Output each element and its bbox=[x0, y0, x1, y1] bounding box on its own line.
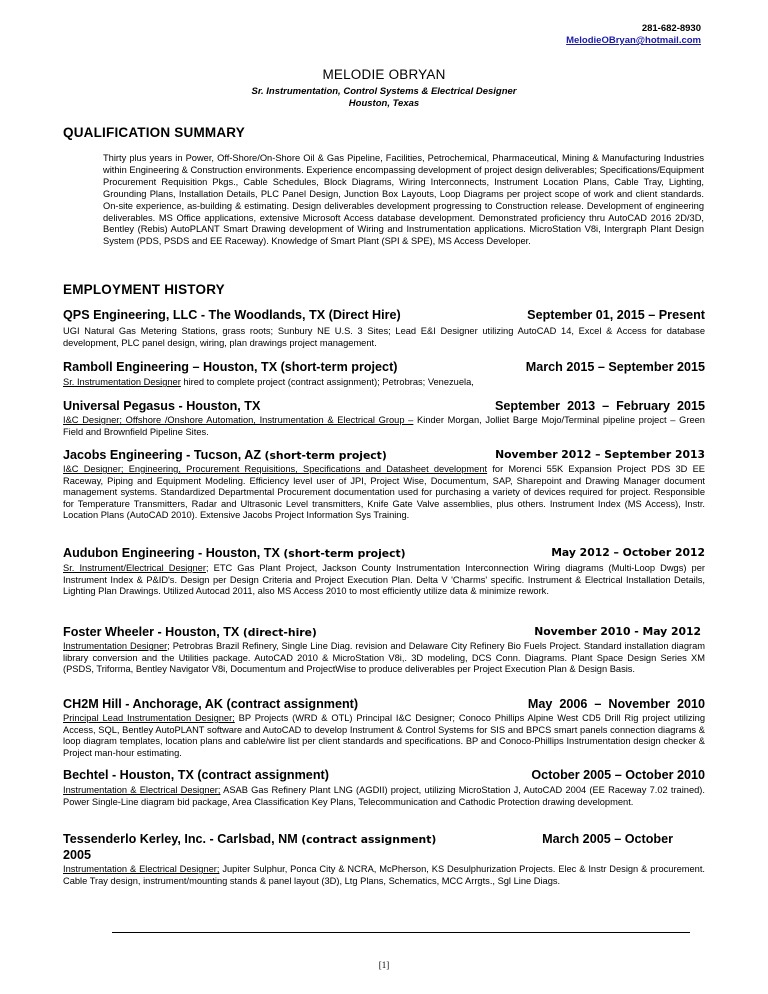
location: Houston, Texas bbox=[348, 98, 420, 109]
applicant-name: MELODIE OBRYAN bbox=[322, 67, 446, 82]
job-company-name: Tessenderlo Kerley, Inc. - Carlsbad, NM bbox=[63, 832, 298, 846]
job-company bbox=[63, 448, 387, 462]
job-company-note: (direct-hire) bbox=[242, 626, 317, 639]
job-role: Sr. Instrument/Electrical Designer bbox=[63, 563, 206, 573]
job-desc-text: for Morenci 55K Expansion Project PDS 3D EE Raceway, Piping and Equipment Modeling. Efficiency level user of JPI, Project Wise, Documentum, SAP, Sharepoint and Drawing Manager document management systems. Standardized Departmental Procurement documentation used for purchasing a variety of devices required for project. Responsible for Temperature Transmitters, Radar and Ultrasonic Level transmitters, Knife Gate Valve assemblies, plus others. Instrument Index (MS Access), Instr. Location Plans (AutoCAD 2010). Extensive Jacobs Project Information Sys Training. bbox=[63, 464, 705, 521]
job-company: Ramboll Engineering – Houston, TX (short-term project) bbox=[63, 360, 398, 374]
job-dates: September 2013 – February 2015 bbox=[494, 399, 705, 413]
job-company-note: (short-term project) bbox=[264, 449, 387, 462]
job-company-note: (short-term project) bbox=[283, 547, 406, 560]
phone-number: 281-682-8930 bbox=[641, 23, 701, 34]
job-company-name: Audubon Engineering - Houston, TX bbox=[63, 546, 280, 560]
job-role: Instrumentation & Electrical Designer; bbox=[63, 785, 221, 795]
job-company: CH2M Hill - Anchorage, AK (contract assignment) bbox=[63, 697, 359, 711]
qualification-heading: QUALIFICATION SUMMARY bbox=[63, 125, 245, 140]
job-role: Principal Lead Instrumentation Designer; bbox=[63, 713, 235, 723]
job-description-bechtel bbox=[63, 785, 705, 808]
job-title: Sr. Instrumentation, Control Systems & Electrical Designer bbox=[251, 86, 517, 97]
footer-divider bbox=[112, 932, 690, 933]
job-description-universal-pegasus bbox=[63, 415, 705, 438]
job-company: QPS Engineering, LLC - The Woodlands, TX (Direct Hire) bbox=[63, 308, 401, 322]
job-description-foster-wheeler bbox=[63, 641, 705, 676]
email-link[interactable]: MelodieOBryan@hotmail.com bbox=[566, 35, 701, 46]
job-desc-text: ASAB Gas Refinery Plant LNG (AGDII) project, utilizing MicroStation J, AutoCAD 2004 (EE Raceway 7.02 trained). Power Single-Line diagram bid package, Area Classification Key Plans, Telecommunication and Cathodic Protection drawing development. bbox=[63, 785, 705, 807]
job-dates: November 2010 - May 2012 bbox=[534, 625, 701, 638]
job-description-qps bbox=[63, 326, 705, 349]
job-header-universal-pegasus bbox=[63, 399, 705, 415]
job-desc-text: Jupiter Sulphur, Ponca City & NCRA, McPherson, KS Desulphurization Projects. Elec & Instr Design & procurement. Cable Tray design, instrument/mounting stands & panel layout (3D), Ltg Plans, Schematics, MCC Arrgts., Sgl Line Diags. bbox=[63, 864, 705, 886]
job-desc-text: BP Projects (WRD & OTL) Principal I&C Designer; Conoco Phillips Alpine West CD5 Drill Rig project utilizing Access, SQL, Bentley AutoPLANT software and AutoCAD to develop Instrument & Control Systems for SIS and BPCS smart panels connection diagrams & loop diagram templates, location plans and cable/wire list per client standards and specifications. BP and Conoco-Phillips Instrumentation design checker & Project man-hour estimating. bbox=[63, 713, 705, 758]
job-dates: November 2012 – September 2013 bbox=[495, 448, 705, 461]
job-desc-text: ; ETC Gas Plant Project, Jackson County Instrumentation Interconnection Wiring diagrams (Multi-Loop Dwgs) per Instrument Index & P&ID's. Design per Design Criteria and Project Execution Plan. Delta V 'Charms' specific. Instrument & Electrical Installation Details, Lighting Plan Drawings. Utilized Autocad 2011, also MS Access 2010 to most efficiently utilize data & minimize rework. bbox=[63, 563, 705, 597]
job-company bbox=[63, 625, 317, 639]
job-dates: May 2012 – October 2012 bbox=[551, 546, 705, 559]
job-company bbox=[63, 546, 406, 560]
job-role: Sr. Instrumentation Designer bbox=[63, 377, 181, 387]
job-role: Instrumentation & Electrical Designer; bbox=[63, 864, 220, 874]
job-header-audubon bbox=[63, 546, 705, 562]
job-role: Instrumentation Designer bbox=[63, 641, 168, 651]
job-dates: March 2005 – October bbox=[542, 832, 673, 846]
job-header-ramboll bbox=[63, 360, 705, 376]
job-description-ramboll bbox=[63, 377, 705, 389]
job-header-bechtel bbox=[63, 768, 705, 784]
job-description-ch2m-hill bbox=[63, 713, 705, 759]
job-company-name: Jacobs Engineering - Tucson, AZ bbox=[63, 448, 262, 462]
job-desc-text: UGI Natural Gas Metering Stations, grass roots; Sunbury NE U.S. 3 Sites; Lead E&I Designer utilizing AutoCAD 14, Excel & Access for database development, PLC panel design, wiring, plan drawings project management. bbox=[63, 326, 705, 348]
job-header-foster-wheeler bbox=[63, 625, 705, 641]
page-number: [1] bbox=[378, 960, 390, 970]
job-dates: September 01, 2015 – Present bbox=[527, 308, 705, 322]
job-desc-text: hired to complete project (contract assignment); Petrobras; Venezuela, bbox=[180, 377, 474, 387]
job-description-audubon bbox=[63, 563, 705, 598]
job-role: I&C Designer; Offshore /Onshore Automation, Instrumentation & Electrical Group – bbox=[63, 415, 414, 425]
job-dates-continued: 2005 bbox=[63, 848, 92, 862]
job-role: I&C Designer; Engineering, Procurement Requisitions, Specifications and Datasheet development bbox=[63, 464, 488, 474]
job-desc-text: Kinder Morgan, Jolliet Barge Mojo/Terminal pipeline project – Green Field and Brownfield Pipeline Sites. bbox=[63, 415, 705, 437]
job-dates: May 2006 – November 2010 bbox=[527, 697, 705, 711]
job-company: Bechtel - Houston, TX (contract assignment) bbox=[63, 768, 329, 782]
job-company-note: (contract assignment) bbox=[301, 833, 437, 846]
job-description-tessenderlo bbox=[63, 864, 705, 887]
job-header-tessenderlo bbox=[63, 832, 705, 848]
job-company bbox=[63, 832, 436, 846]
job-header-qps bbox=[63, 308, 705, 324]
job-company-name: Foster Wheeler - Houston, TX bbox=[63, 625, 240, 639]
job-company: Universal Pegasus - Houston, TX bbox=[63, 399, 261, 413]
job-desc-text: ; Petrobras Brazil Refinery, Single Line Diag. revision and Delaware City Refinery Bio Fuels Project. Standard installation diagram library conversion and the Utilities package. AutoCAD 2010 & MicroStation V8i,. 3D modeling, DCS Conn. Diagrams. Plant Space Design Series XM (PSDS, Triforma, Bentley Navigator V8i, Documentum and ProjectWise to produce deliverables per Project Execution Plan & Design Basis. bbox=[63, 641, 705, 675]
job-dates: October 2005 – October 2010 bbox=[531, 768, 705, 782]
qualification-text: Thirty plus years in Power, Off-Shore/On-Shore Oil & Gas Pipeline, Facilities, Petrochemical, Pharmaceutical, Mining & Manufacturing Industries within Engineering & Construction environments. Experience encompassing development of project design deliverables; Specifications/Equipment Procurement Requisition Pkgs., Cable Schedules, Block Diagrams, Wiring Interconnects, Instrument Location Plans, Cable Tray, Lighting, Grounding Plans, Installation Details, PLC Panel Design, Junction Box Layouts, Loop Diagrams per project scope of work and client standards. On-site experience, as-building & estimating. Design deliverables development progressing to Construction release. Development of engineering deliverables. MS Office applications, extensive Microsoft Access database development. Demonstrated proficiency thru AutoCAD 2016 2D/3D, Bentley (Rebis) AutoPLANT Smart Drawing development of Wiring and Instrumentation applications. MicroStation V8i, Intergraph Plant Design System (PDS, PSDS and EE Raceway). Knowledge of Smart Plant (SPI & SPE), MS Access Developer. bbox=[103, 153, 704, 247]
job-header-jacobs bbox=[63, 448, 705, 464]
employment-heading: EMPLOYMENT HISTORY bbox=[63, 282, 225, 297]
contact-block bbox=[566, 23, 701, 47]
job-dates: March 2015 – September 2015 bbox=[525, 360, 705, 374]
job-header-ch2m-hill bbox=[63, 697, 705, 713]
job-description-jacobs bbox=[63, 464, 705, 522]
